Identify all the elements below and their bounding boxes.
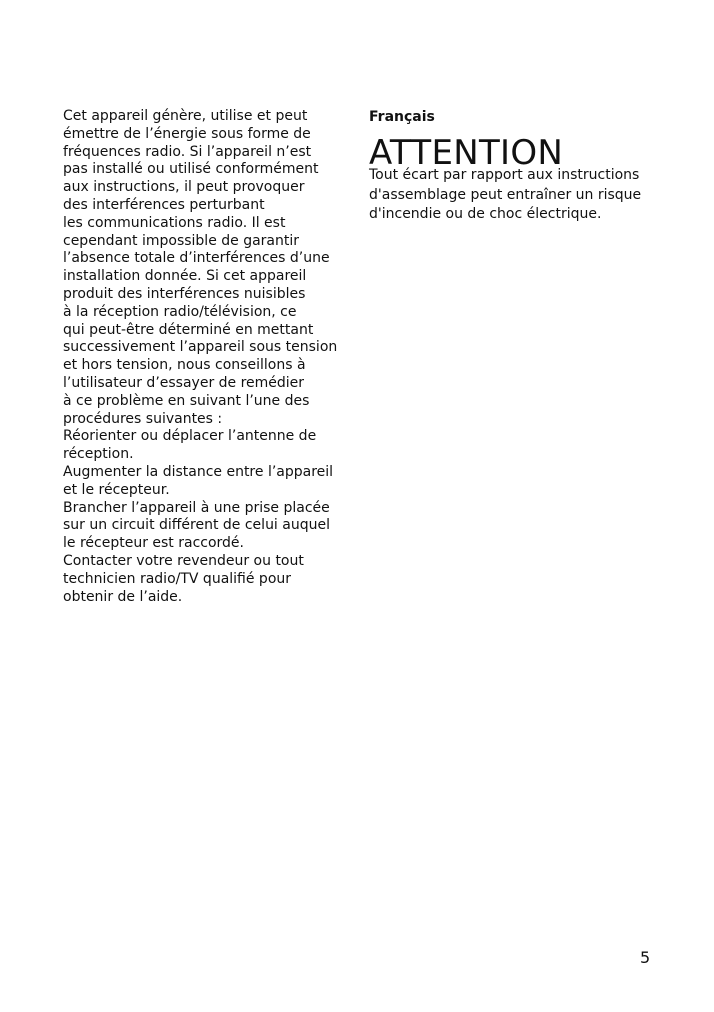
text-line: des interférences perturbant	[63, 196, 265, 213]
text-line: pas installé ou utilisé conformément	[63, 161, 319, 178]
text-line: technicien radio/TV qualifié pour	[63, 570, 292, 587]
text-line: procédures suivantes :	[63, 410, 223, 427]
text-line: Augmenter la distance entre l’appareil	[63, 463, 334, 480]
text-line: réception.	[63, 446, 134, 463]
text-line: Contacter votre revendeur ou tout	[63, 552, 304, 569]
text-line: Réorienter ou déplacer l’antenne de	[63, 428, 317, 445]
text-line: qui peut-être déterminé en mettant	[63, 321, 314, 338]
text-line: cependant impossible de garantir	[63, 232, 300, 249]
attention-heading: ATTENTION	[369, 133, 564, 173]
warning-line: Tout écart par rapport aux instructions	[369, 167, 640, 183]
text-line: à la réception radio/télévision, ce	[63, 303, 297, 320]
text-line: l’absence totale d’interférences d’une	[63, 250, 330, 267]
text-line: Cet appareil génère, utilise et peut	[63, 108, 308, 124]
text-line: et le récepteur.	[63, 481, 170, 498]
text-line: successivement l’appareil sous tension	[63, 339, 338, 356]
page-number: 5	[640, 948, 651, 967]
text-line: installation donnée. Si cet appareil	[63, 268, 307, 285]
text-line: obtenir de l’aide.	[63, 588, 183, 605]
text-line: sur un circuit différent de celui auquel	[63, 517, 330, 534]
text-line: émettre de l’énergie sous forme de	[63, 125, 311, 142]
text-line: Brancher l’appareil à une prise placée	[63, 499, 330, 516]
text-line: produit des interférences nuisibles	[63, 285, 306, 302]
warning-section	[369, 108, 659, 225]
text-line: l’utilisateur d’essayer de remédier	[63, 374, 305, 391]
language-label: Français	[369, 109, 435, 125]
fcc-notice-text	[63, 108, 345, 606]
warning-text	[369, 166, 659, 225]
text-line: fréquences radio. Si l’appareil n’est	[63, 143, 312, 160]
text-line: à ce problème en suivant l’une des	[63, 392, 310, 409]
text-line: les communications radio. Il est	[63, 214, 286, 231]
warning-line: d'assemblage peut entraîner un risque	[369, 186, 642, 203]
text-line: le récepteur est raccordé.	[63, 535, 244, 552]
text-line: aux instructions, il peut provoquer	[63, 179, 305, 196]
text-line: et hors tension, nous conseillons à	[63, 357, 306, 374]
warning-line: d'incendie ou de choc électrique.	[369, 206, 602, 222]
